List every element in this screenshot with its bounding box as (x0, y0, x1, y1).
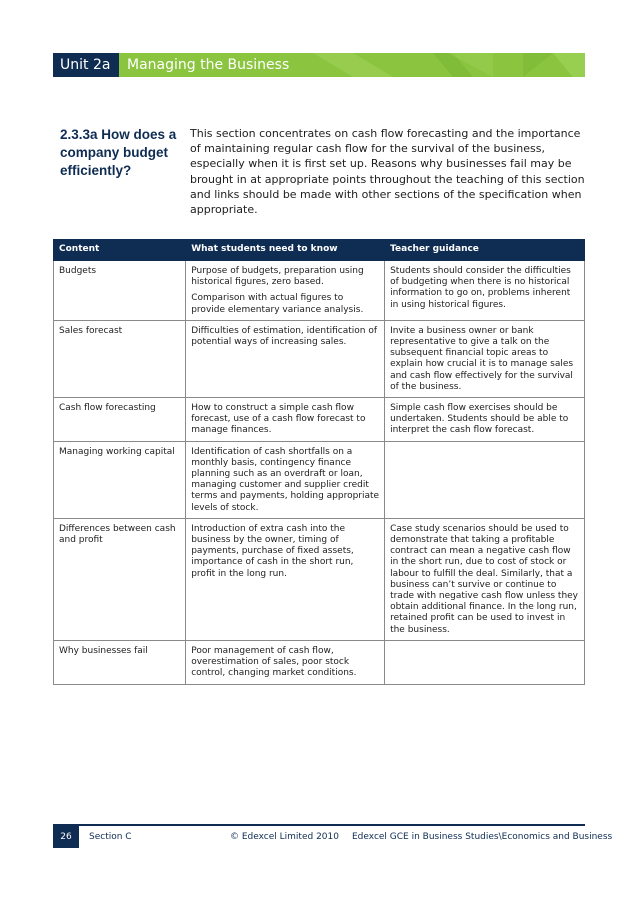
table-row (54, 441, 585, 518)
footer-section: Section C (89, 832, 132, 842)
cell-know: Poor management of cash flow, overestimation of sales, poor stock control, changing market conditions. (186, 640, 385, 684)
table-row (54, 518, 585, 640)
table-row (54, 320, 585, 397)
cell-know: Difficulties of estimation, identification of potential ways of increasing sales. (186, 320, 385, 397)
cell-guidance (385, 640, 585, 684)
cell-guidance (385, 441, 585, 518)
cell-guidance: Invite a business owner or bank representative to give a talk on the subsequent financial topic areas to explain how crucial it is to manage sales and cash flow effectively for the survival of the business. (385, 320, 585, 397)
cell-know (186, 261, 385, 321)
table-row (54, 398, 585, 442)
cell-content: Budgets (54, 261, 186, 321)
table-row (54, 261, 585, 321)
section-heading: 2.3.3a How does a company budget efficiently? (60, 127, 177, 178)
cell-content: Why businesses fail (54, 640, 186, 684)
cell-guidance: Case study scenarios should be used to demonstrate that taking a profitable contract can mean a negative cash flow in the short run, due to cost of stock or labour to fulfill the deal. Similarly, that a business can’t survive or continue to trade with negative cash flow unless they obtain additional finance. In the long run, retained profit can be used to invest in the business. (385, 518, 585, 640)
cell-content: Sales forecast (54, 320, 186, 397)
header-what-students-need: What students need to know (186, 240, 385, 261)
cell-content: Cash flow forecasting (54, 398, 186, 442)
header-teacher-guidance: Teacher guidance (385, 240, 585, 261)
cell-know: Identification of cash shortfalls on a monthly basis, contingency finance planning such as an overdraft or loan, managing customer and supplier credit terms and payments, holding appropriate levels of stock. (186, 441, 385, 518)
cell-content: Managing working capital (54, 441, 186, 518)
unit-title: Managing the Business (127, 57, 290, 73)
cell-know-paragraph: Purpose of budgets, preparation using historical figures, zero based. (191, 266, 364, 288)
page-number: 26 (53, 826, 79, 848)
footer-qualification: Edexcel GCE in Business Studies\Economics and Business (352, 832, 613, 842)
cell-know-paragraph: Comparison with actual figures to provide elementary variance analysis. (191, 293, 364, 315)
cell-guidance: Simple cash flow exercises should be undertaken. Students should be able to interpret the cash flow forecast. (385, 398, 585, 442)
cell-know: How to construct a simple cash flow forecast, use of a cash flow forecast to manage finances. (186, 398, 385, 442)
cell-know: Introduction of extra cash into the business by the owner, timing of payments, purchase of fixed assets, importance of cash in the short run, profit in the long run. (186, 518, 385, 640)
footer-copyright: © Edexcel Limited 2010 (230, 832, 339, 842)
section-intro: This section concentrates on cash flow forecasting and the importance of maintaining regular cash flow for the survival of the business, especially when it is first set up. Reasons why businesses fail may be brought in at appropriate points throughout the teaching of this section and links should be made with other sections of the specification when appropriate. (190, 127, 585, 217)
cell-guidance: Students should consider the difficulties of budgeting when there is no historical information to go on, problems inherent in using historical figures. (385, 261, 585, 321)
table-header-row (54, 240, 585, 261)
table-row (54, 640, 585, 684)
content-table (53, 239, 585, 685)
cell-content: Differences between cash and profit (54, 518, 186, 640)
unit-label: Unit 2a (53, 53, 119, 77)
header-content: Content (54, 240, 186, 261)
unit-banner (53, 53, 585, 77)
